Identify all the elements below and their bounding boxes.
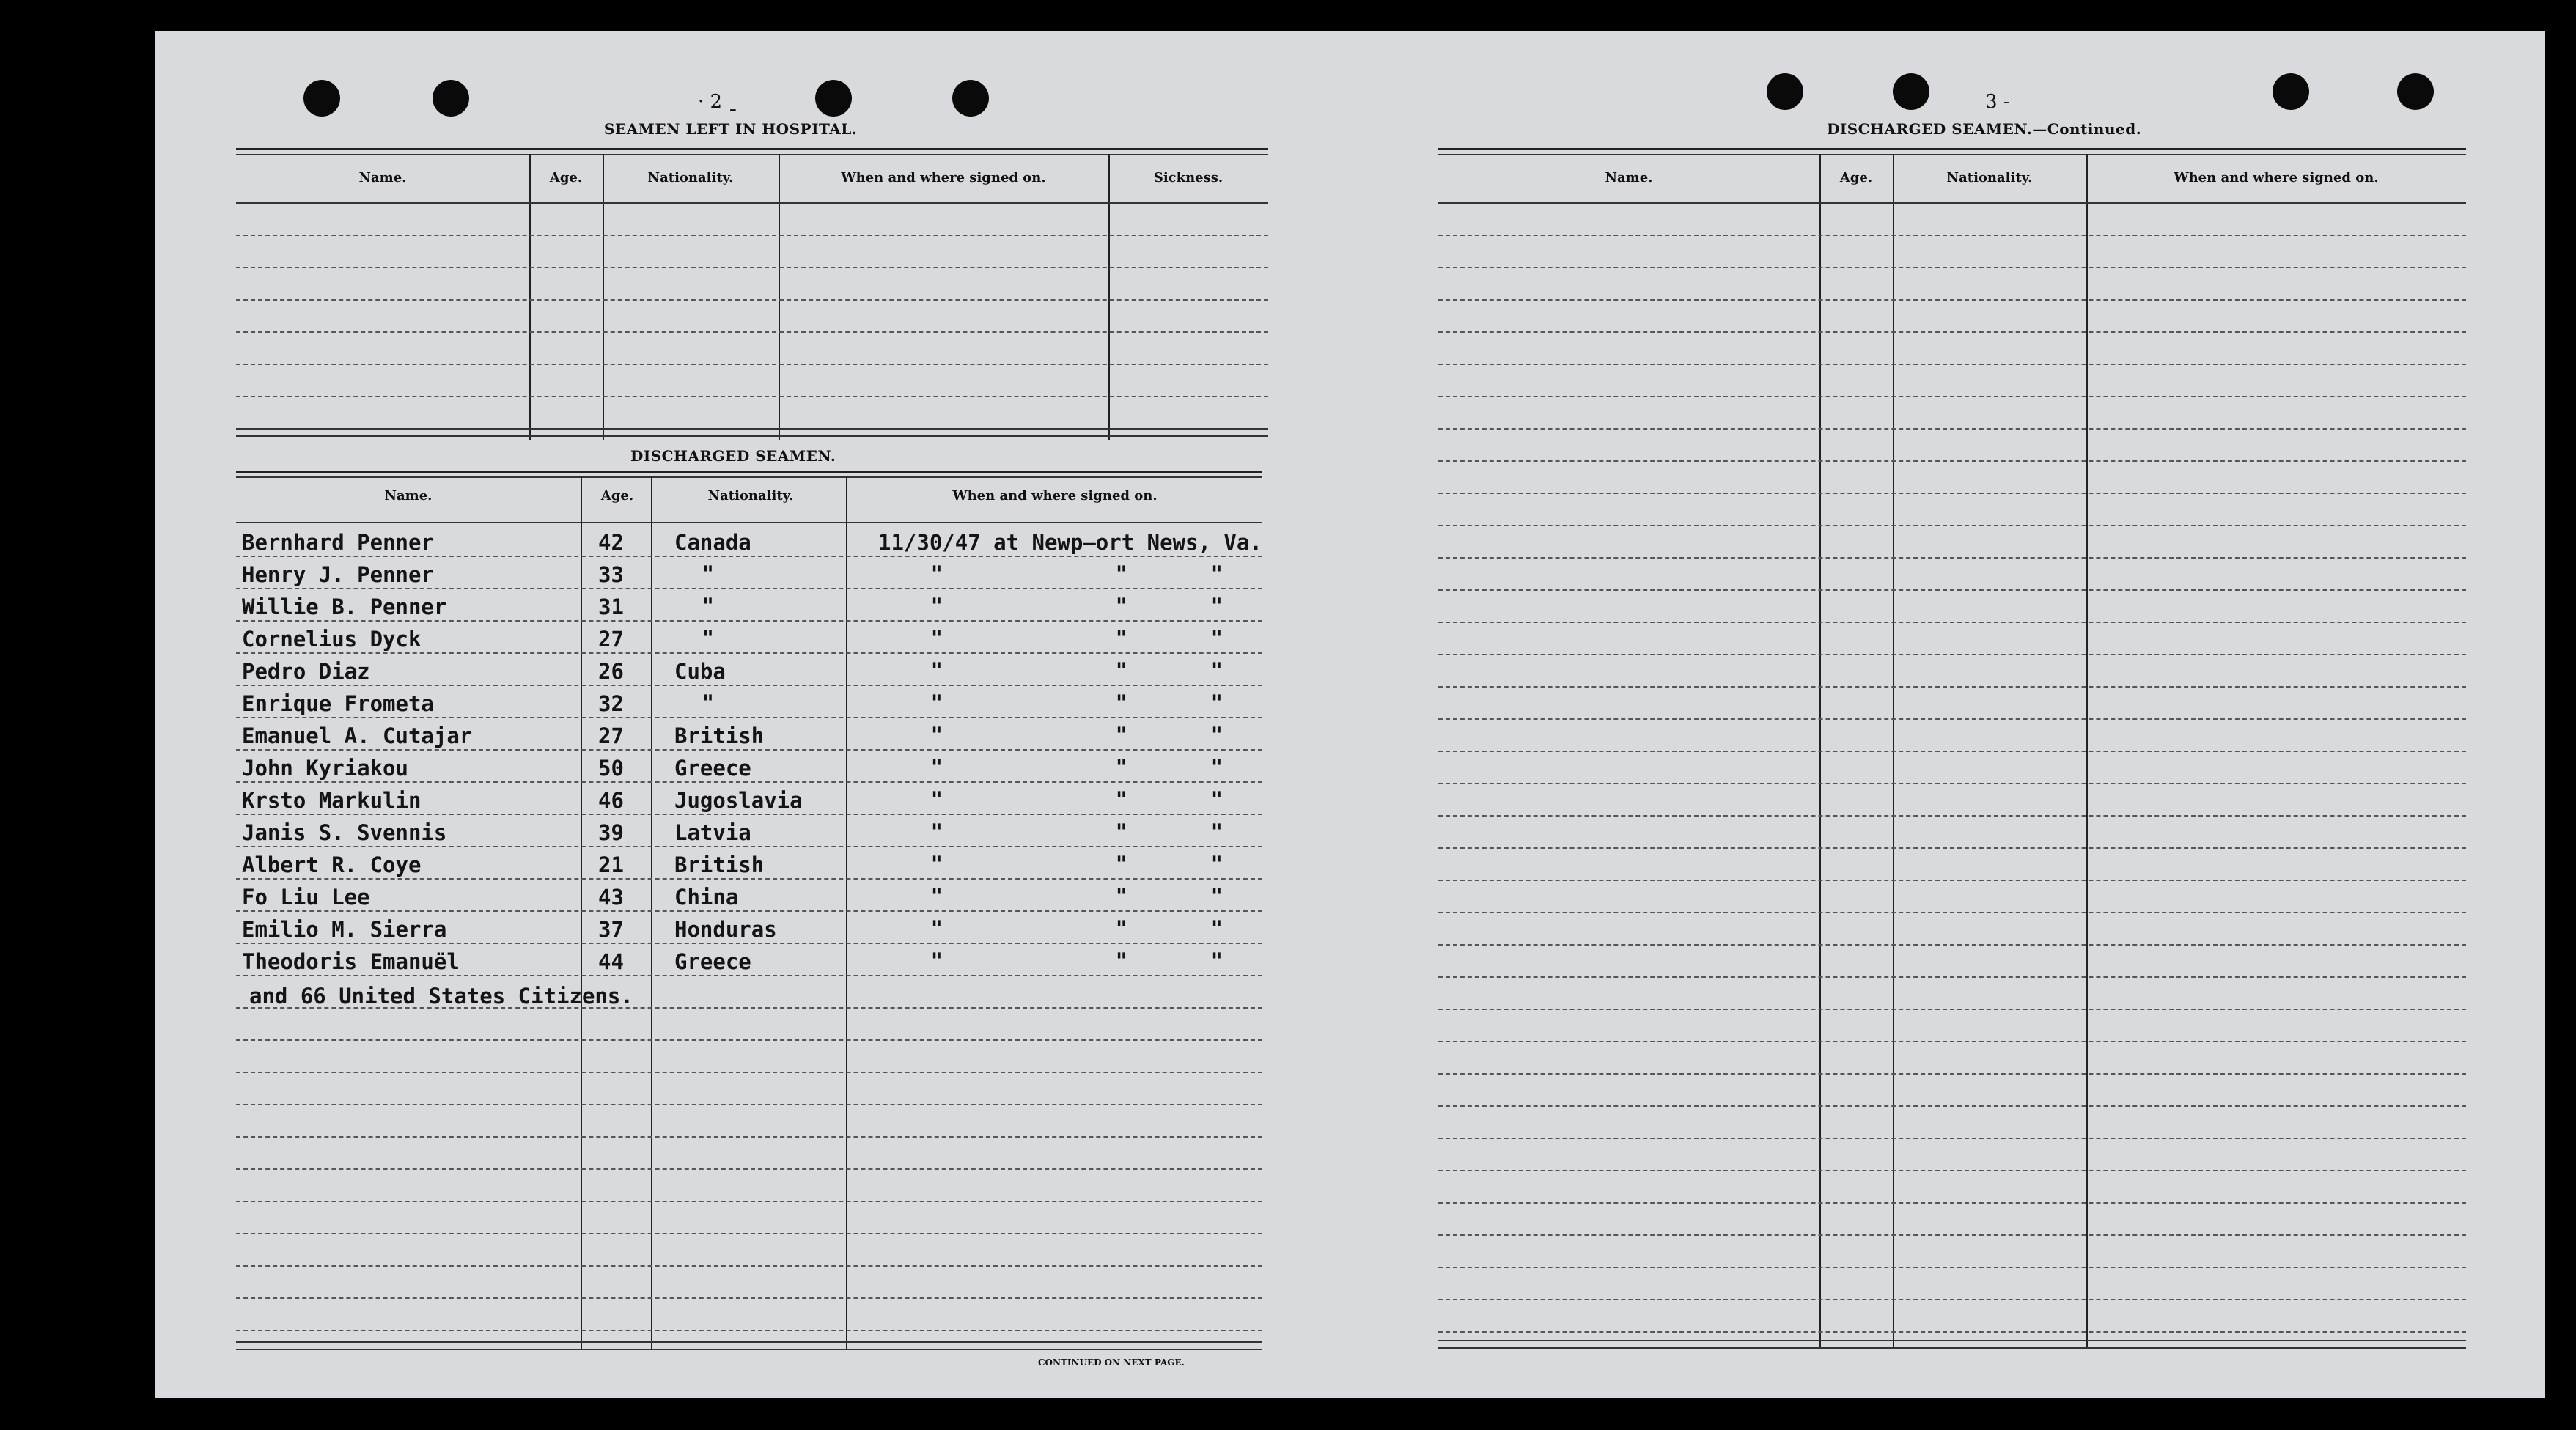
- table-row: [236, 946, 1262, 978]
- entry-line: [1438, 1105, 2466, 1107]
- table-row: [236, 849, 1262, 881]
- ditto-mark: ": [1116, 723, 1127, 748]
- page-number: · 2 ˍ: [698, 91, 738, 113]
- table-bottom-rule: [236, 1341, 1262, 1343]
- table-row: [236, 655, 1262, 688]
- entry-line: [236, 1297, 1262, 1299]
- entry-line: [1438, 1138, 2466, 1139]
- seaman-nationality: China: [674, 885, 739, 910]
- ditto-mark: ": [931, 787, 943, 813]
- entry-line: [1438, 557, 2466, 559]
- punch-hole: [303, 80, 340, 117]
- right-page: [1350, 31, 2545, 1398]
- table-row: [236, 752, 1262, 784]
- ditto-mark: ": [1211, 690, 1223, 716]
- col-header-sickness: Sickness.: [1153, 170, 1223, 185]
- table-bottom-rule: [236, 435, 1268, 437]
- seaman-nationality: Honduras: [674, 917, 777, 942]
- entry-line: [236, 364, 1268, 365]
- ditto-mark: ": [931, 819, 943, 845]
- entry-line: [236, 396, 1268, 397]
- seaman-age: 27: [598, 723, 624, 748]
- seaman-age: 31: [598, 594, 624, 619]
- entry-line: [1438, 235, 2466, 236]
- ditto-mark: ": [1116, 561, 1127, 587]
- seaman-nationality: Latvia: [674, 820, 751, 845]
- ditto-mark: ": [1211, 916, 1223, 942]
- table-bottom-rule: [1438, 1347, 2466, 1349]
- signed-on-entry: 11/30/47 at Newp̶ort News, Va.: [878, 530, 1262, 555]
- discharged-section-title: DISCHARGED SEAMEN.: [630, 447, 836, 465]
- ditto-mark: ": [1211, 948, 1223, 974]
- entry-line: [1438, 686, 2466, 688]
- col-header-age: Age.: [1839, 170, 1873, 185]
- ditto-mark: ": [1211, 852, 1223, 877]
- header-rule: [1438, 202, 2466, 204]
- entry-line: [1438, 1299, 2466, 1300]
- entry-line: [236, 1104, 1262, 1105]
- entry-line: [236, 1168, 1262, 1170]
- entry-line: [1438, 976, 2466, 978]
- seaman-nationality: Canada: [674, 530, 751, 555]
- seaman-age: 26: [598, 659, 624, 684]
- page-number: 3 ˗: [1985, 91, 2010, 113]
- col-header-nationality: Nationality.: [647, 170, 734, 185]
- col-header-name: Name.: [358, 170, 407, 185]
- seaman-age: 21: [598, 852, 624, 877]
- entry-line: [1438, 654, 2466, 655]
- entry-line: [1438, 1170, 2466, 1171]
- entry-line: [1438, 718, 2466, 720]
- seaman-name: Fo Liu Lee: [242, 885, 370, 910]
- table-row: [236, 817, 1262, 849]
- entry-line: [236, 1233, 1262, 1234]
- punch-hole: [2397, 73, 2434, 110]
- seaman-nationality: ": [702, 626, 714, 652]
- seaman-nationality: Jugoslavia: [674, 788, 803, 813]
- seaman-age: 43: [598, 885, 624, 910]
- ditto-mark: ": [931, 948, 943, 974]
- punch-hole: [2273, 73, 2309, 110]
- entry-line: [1438, 1267, 2466, 1268]
- ditto-mark: ": [1116, 787, 1127, 813]
- ditto-mark: ": [931, 755, 943, 781]
- ditto-mark: ": [931, 658, 943, 684]
- entry-line: [1438, 783, 2466, 784]
- entry-line: [1438, 493, 2466, 494]
- entry-line: [1438, 460, 2466, 462]
- punch-hole: [952, 80, 989, 117]
- seaman-name: Willie B. Penner: [242, 594, 447, 619]
- entry-line: [236, 1265, 1262, 1267]
- table-bottom-rule: [236, 1349, 1262, 1350]
- ditto-mark: ": [1211, 819, 1223, 845]
- entry-line: [236, 1136, 1262, 1138]
- continued-note: CONTINUED ON NEXT PAGE.: [1038, 1357, 1185, 1368]
- seaman-name: Pedro Diaz: [242, 659, 370, 684]
- punch-hole: [1767, 73, 1803, 110]
- ditto-mark: ": [931, 723, 943, 748]
- table-top-rule: [236, 148, 1268, 150]
- citizens-note: and 66 United States Citizens.: [249, 984, 633, 1009]
- hospital-section-title: SEAMEN LEFT IN HOSPITAL.: [604, 120, 858, 138]
- entry-line: [1438, 1331, 2466, 1333]
- seaman-age: 46: [598, 788, 624, 813]
- ditto-mark: ": [1116, 658, 1127, 684]
- seaman-age: 42: [598, 530, 624, 555]
- table-bottom-rule: [236, 428, 1268, 430]
- ditto-mark: ": [931, 561, 943, 587]
- hospital-table: [236, 148, 1268, 441]
- seaman-name: Janis S. Svennis: [242, 820, 447, 845]
- seaman-age: 32: [598, 691, 624, 716]
- discharged-table: [236, 471, 1262, 1350]
- entry-line: [236, 235, 1268, 236]
- seaman-age: 37: [598, 917, 624, 942]
- seaman-name: Enrique Frometa: [242, 691, 434, 716]
- col-header-age: Age.: [549, 170, 583, 185]
- ditto-mark: ": [1211, 658, 1223, 684]
- seaman-nationality: Cuba: [674, 659, 726, 684]
- ditto-mark: ": [1211, 626, 1223, 652]
- entry-line: [1438, 622, 2466, 623]
- entry-line: [236, 267, 1268, 268]
- table-row: [236, 591, 1262, 623]
- seaman-nationality: ": [702, 594, 714, 619]
- entry-line: [1438, 396, 2466, 397]
- ditto-mark: ": [931, 626, 943, 652]
- entry-line: [1438, 525, 2466, 526]
- table-bottom-rule: [1438, 1340, 2466, 1341]
- entry-line: [1438, 880, 2466, 881]
- header-rule: [236, 522, 1262, 523]
- col-header-nationality: Nationality.: [707, 488, 794, 504]
- entry-line: [1438, 1202, 2466, 1204]
- col-header-name: Name.: [1605, 170, 1653, 185]
- ditto-mark: ": [1116, 755, 1127, 781]
- ditto-mark: ": [1116, 819, 1127, 845]
- ditto-mark: ": [931, 690, 943, 716]
- header-rule: [236, 202, 1268, 204]
- ditto-mark: ": [1116, 884, 1127, 910]
- entry-line: [1438, 331, 2466, 333]
- table-row: [236, 623, 1262, 655]
- seaman-name: Henry J. Penner: [242, 562, 434, 587]
- entry-line: [1438, 1009, 2466, 1010]
- table-row: [236, 720, 1262, 752]
- punch-hole: [433, 80, 469, 117]
- table-row: [236, 526, 1262, 559]
- seaman-name: Emanuel A. Cutajar: [242, 723, 473, 748]
- seaman-name: Cornelius Dyck: [242, 627, 422, 652]
- table-row: [236, 913, 1262, 946]
- seaman-age: 27: [598, 627, 624, 652]
- table-top-rule: [1438, 148, 2466, 150]
- table-top-rule: [1438, 154, 2466, 155]
- ditto-mark: ": [931, 594, 943, 619]
- seaman-name: Emilio M. Sierra: [242, 917, 447, 942]
- table-row: [236, 881, 1262, 913]
- table-row: [236, 784, 1262, 817]
- seaman-name: Bernhard Penner: [242, 530, 434, 555]
- record-sheet: [155, 31, 2545, 1398]
- entry-line: [1438, 364, 2466, 365]
- ditto-mark: ": [931, 916, 943, 942]
- seaman-nationality: British: [674, 852, 765, 877]
- table-top-rule: [236, 471, 1262, 473]
- entry-line: [1438, 815, 2466, 817]
- entry-line: [236, 331, 1268, 333]
- seaman-nationality: ": [702, 561, 714, 587]
- ditto-mark: ": [1211, 787, 1223, 813]
- ditto-mark: ": [1116, 626, 1127, 652]
- col-header-nationality: Nationality.: [1946, 170, 2033, 185]
- entry-line: [1438, 847, 2466, 849]
- entry-line: [1438, 944, 2466, 946]
- entry-line: [1438, 428, 2466, 430]
- col-header-signed-on: When and where signed on.: [2174, 170, 2379, 185]
- seaman-name: Albert R. Coye: [242, 852, 422, 877]
- entry-line: [236, 1039, 1262, 1041]
- ditto-mark: ": [1116, 594, 1127, 619]
- seaman-nationality: ": [702, 690, 714, 716]
- discharged-continued-title: DISCHARGED SEAMEN.—Continued.: [1827, 120, 2142, 138]
- entry-line: [1438, 751, 2466, 752]
- ditto-mark: ": [931, 884, 943, 910]
- entry-line: [236, 299, 1268, 301]
- ditto-mark: ": [1211, 884, 1223, 910]
- col-header-signed-on: When and where signed on.: [952, 488, 1158, 504]
- entry-line: [1438, 589, 2466, 591]
- discharged-continued-table: [1438, 148, 2466, 1350]
- ditto-mark: ": [1116, 852, 1127, 877]
- col-header-signed-on: When and where signed on.: [841, 170, 1046, 185]
- ditto-mark: ": [1211, 594, 1223, 619]
- seaman-age: 33: [598, 562, 624, 587]
- entry-line: [1438, 1041, 2466, 1042]
- table-top-rule: [236, 476, 1262, 478]
- ditto-mark: ": [1211, 561, 1223, 587]
- seaman-name: John Kyriakou: [242, 756, 408, 781]
- entry-line: [1438, 299, 2466, 301]
- ditto-mark: ": [1211, 755, 1223, 781]
- ditto-mark: ": [1116, 690, 1127, 716]
- ditto-mark: ": [1116, 916, 1127, 942]
- table-row: [236, 559, 1262, 591]
- col-header-name: Name.: [384, 488, 433, 504]
- left-page: [155, 31, 1350, 1398]
- seaman-age: 44: [598, 949, 624, 974]
- table-top-rule: [236, 154, 1268, 155]
- seaman-age: 39: [598, 820, 624, 845]
- punch-hole: [815, 80, 852, 117]
- entry-line: [1438, 267, 2466, 268]
- seaman-age: 50: [598, 756, 624, 781]
- seaman-nationality: Greece: [674, 949, 751, 974]
- seaman-name: Krsto Markulin: [242, 788, 422, 813]
- entry-line: [236, 1201, 1262, 1202]
- ditto-mark: ": [1116, 948, 1127, 974]
- entry-line: [1438, 1073, 2466, 1075]
- seaman-name: Theodoris Emanuël: [242, 949, 460, 974]
- entry-line: [236, 1072, 1262, 1073]
- seaman-nationality: Greece: [674, 756, 751, 781]
- entry-line: [236, 1330, 1262, 1331]
- col-header-age: Age.: [600, 488, 634, 504]
- punch-hole: [1893, 73, 1929, 110]
- entry-line: [1438, 912, 2466, 913]
- entry-line: [1438, 1234, 2466, 1236]
- table-row: [236, 688, 1262, 720]
- ditto-mark: ": [931, 852, 943, 877]
- ditto-mark: ": [1211, 723, 1223, 748]
- seaman-nationality: British: [674, 723, 765, 748]
